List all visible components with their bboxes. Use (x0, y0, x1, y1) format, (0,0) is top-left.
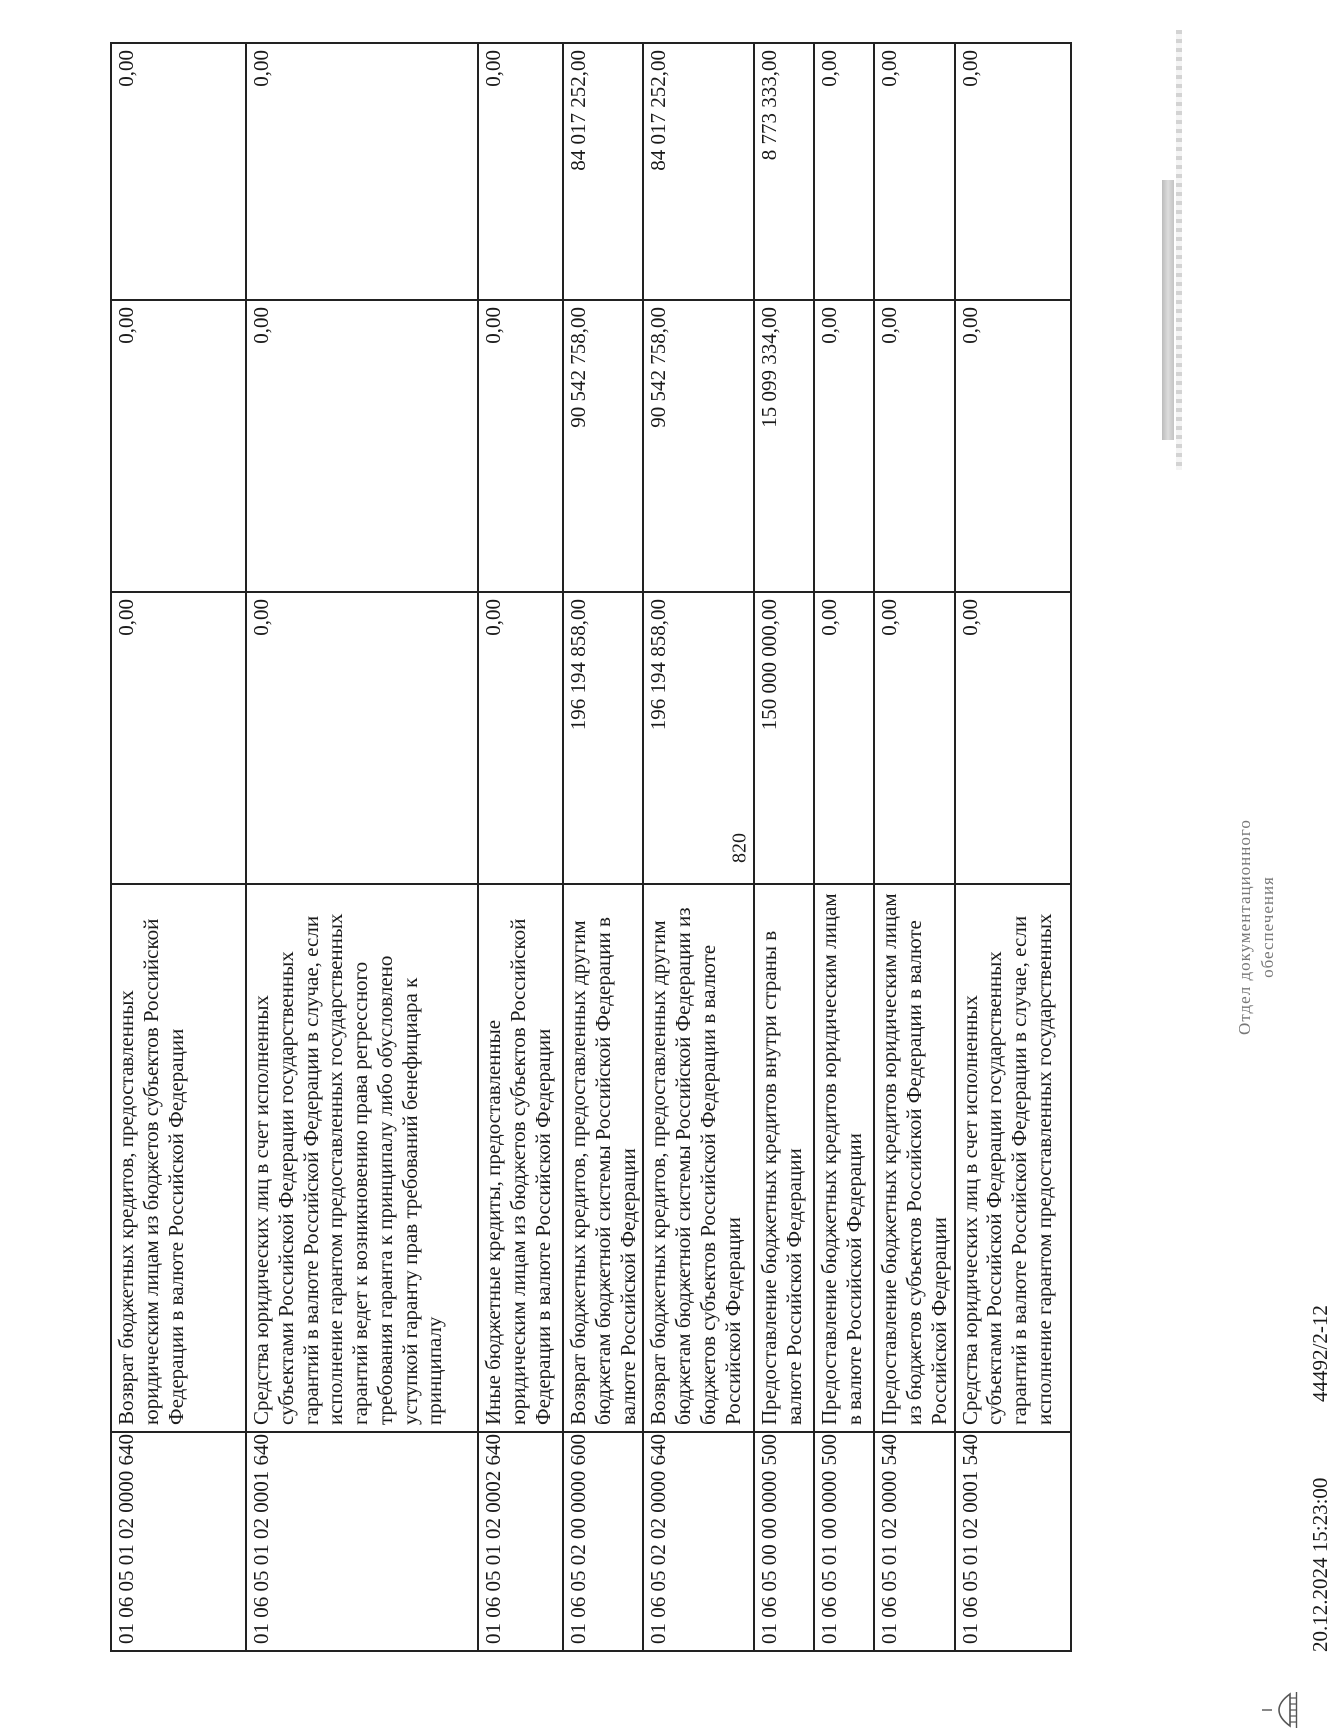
row-value-2: 0,00 (955, 300, 1071, 592)
row-value-1: 0,00 (478, 592, 563, 884)
row-value-2: 15 099 334,00 (754, 300, 814, 592)
page-number: 820 (728, 833, 751, 863)
table-row (563, 43, 643, 1651)
row-value-2: 0,00 (814, 300, 874, 592)
row-value-3: 0,00 (814, 43, 874, 300)
row-value-2: 90 542 758,00 (563, 300, 643, 592)
table-row (478, 43, 563, 1651)
row-value-2: 0,00 (478, 300, 563, 592)
budget-table (110, 42, 1072, 1652)
table-row (754, 43, 814, 1651)
row-value-1: 150 000 000,00 (754, 592, 814, 884)
row-value-2: 0,00 (111, 300, 246, 592)
row-value-3: 0,00 (478, 43, 563, 300)
table-row (814, 43, 874, 1651)
row-code: 01 06 05 01 00 0000 500 (814, 1432, 874, 1651)
row-code: 01 06 05 01 02 0002 640 (478, 1432, 563, 1651)
row-code: 01 06 05 01 02 0000 640 (111, 1432, 246, 1651)
table-row (643, 43, 754, 1651)
row-code: 01 06 05 02 02 0000 640 (643, 1432, 754, 1651)
row-description: Предоставление бюджетных кредитов юридическим лицам из бюджетов субъектов Российской Федерации в валюте Российской Федерации (874, 884, 954, 1432)
row-value-3: 8 773 333,00 (754, 43, 814, 300)
duma-logo-icon (1260, 1688, 1298, 1732)
row-description: Средства юридических лиц в счет исполненных субъектами Российской Федерации государственных гарантий в валюте Российской Федерации в случае, если исполнение гарантом предоставленных государственных (955, 884, 1071, 1432)
row-value-3: 84 017 252,00 (643, 43, 754, 300)
row-description: Предоставление бюджетных кредитов юридическим лицам в валюте Российской Федерации (814, 884, 874, 1432)
row-value-1: 0,00 (874, 592, 954, 884)
row-value-3: 0,00 (955, 43, 1071, 300)
table-row (246, 43, 478, 1651)
table-row (955, 43, 1071, 1651)
row-description: Возврат бюджетных кредитов, предоставленных юридическим лицам из бюджетов субъектов Российской Федерации в валюте Российской Федерации (111, 884, 246, 1432)
stamp-line-2: обеспечения (1257, 876, 1277, 978)
table-row (111, 43, 246, 1651)
row-description: Возврат бюджетных кредитов, предоставленных другим бюджетам бюджетной системы Российской Федерации в валюте Российской Федерации (563, 884, 643, 1432)
row-code: 01 06 05 01 02 0001 640 (246, 1432, 478, 1651)
row-code: 01 06 05 02 00 0000 600 (563, 1432, 643, 1651)
row-value-1: 0,00 (246, 592, 478, 884)
department-stamp (1234, 762, 1280, 1092)
row-value-1: 0,00 (955, 592, 1071, 884)
row-value-3: 84 017 252,00 (563, 43, 643, 300)
footer-doc-number: 44492/2-12 (1308, 1305, 1332, 1402)
row-value-3: 0,00 (246, 43, 478, 300)
row-value-2: 0,00 (874, 300, 954, 592)
row-description: Предоставление бюджетных кредитов внутри страны в валюте Российской Федерации (754, 884, 814, 1432)
row-description: Иные бюджетные кредиты, предоставленные юридическим лицам из бюджетов субъектов Российской Федерации в валюте Российской Федерации (478, 884, 563, 1432)
row-description: Возврат бюджетных кредитов, предоставленных другим бюджетам бюджетной системы Российской Федерации из бюджетов субъектов Российской Федерации в валюте Российской Федерации (643, 884, 754, 1432)
row-value-2: 90 542 758,00 (643, 300, 754, 592)
rotated-page-content (110, 50, 1332, 1652)
row-value-1: 196 194 858,00 (563, 592, 643, 884)
row-code: 01 06 05 00 00 0000 500 (754, 1432, 814, 1651)
row-code: 01 06 05 01 02 0001 540 (955, 1432, 1071, 1651)
footer-date: 20.12.2024 15:23:00 (1308, 1477, 1332, 1652)
row-value-1: 0,00 (111, 592, 246, 884)
row-value-2: 0,00 (246, 300, 478, 592)
row-value-1: 0,00 (814, 592, 874, 884)
table-row (874, 43, 954, 1651)
row-value-3: 0,00 (874, 43, 954, 300)
row-value-1: 196 194 858,00 (643, 592, 754, 884)
row-code: 01 06 05 01 02 0000 540 (874, 1432, 954, 1651)
row-value-3: 0,00 (111, 43, 246, 300)
stamp-line-1: Отдел документационного (1235, 819, 1254, 1035)
row-description: Средства юридических лиц в счет исполненных субъектами Российской Федерации государственных гарантий в валюте Российской Федерации в случае, если исполнение гарантом предоставленных государственных гарантий ведет к возникновению права регрессного требования гаранта к принципалу либо обусловлено уступкой гаранту прав требований бенефициара к принципалу (246, 884, 478, 1432)
